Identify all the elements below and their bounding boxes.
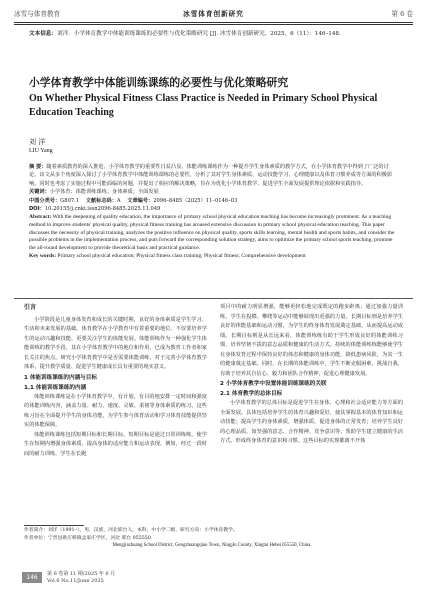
citation <box>29 30 399 38</box>
footnote <box>24 527 399 550</box>
issue-info-cn: 第 6 卷第 11 期/2025 年 6 月 <box>47 571 116 577</box>
paragraph: 体能训练课练包括短期目标和长期目标。短期目标是通过日常训练练，使学生在短期内增强身体素质，提高身体的适应能力和运动表现。例如，经过一段时间的耐力训练，学生在长跑 <box>24 431 207 457</box>
footnote-unit-label: 作者单位： <box>24 535 48 541</box>
abstract-cn-text: 随着素质教育的深入推进，小学体育教学的重要性日益凸显。体能训练课练作为一种提升学生身体素质的教学方式，在小学体育教学中得到了广泛的讨论。该文从多个角度深入探讨了小学体育教学中体能训练课练的必要性，分析了其对学生身体素质、运动技能学习、心理健康以及体育习惯养成等方面的积极影响。同时也考虑了实施过程中可能面临的问题，并提出了相应的解决策略，旨在为优化小学体育教学、促进学生全面发展提供理论依据和实践指导。 <box>29 164 393 187</box>
header-rule <box>14 22 413 23</box>
paragraph: 体能训练课练是在小学体育教学中，有计划、有目的地安排一定时间和强度的体能训练内容，涵盖力量、耐力、速度、灵敏、柔韧等身体素质的练习。这些练习旨在全面提升学生的身体功能，为学生参与体育活动和学习体育技能提供坚实的体能保障。 <box>24 393 207 428</box>
author-chinese: 刘 洋 <box>29 138 46 146</box>
footnote-unit-en: Mengjiazhuang School District, Gengzhuangqiao Town, Ningjin County, Xingtai Hebei 055550, China <box>112 543 311 549</box>
footnote-author-label: 作者简介： <box>24 528 48 533</box>
article-label: 文章编号： <box>127 197 154 204</box>
issue-info <box>47 571 115 585</box>
code-value: A <box>116 197 121 204</box>
footnote-author <box>24 527 399 535</box>
doi-line <box>29 205 399 213</box>
section-heading-1: 1 体能训练课练的内涵与目标 <box>24 374 97 381</box>
abstract-en-label: Abstract: <box>29 214 52 221</box>
page-number: 146 <box>22 572 42 583</box>
keywords-cn-label: 关键词： <box>29 189 50 196</box>
footnote-rule <box>24 525 84 526</box>
keywords-cn <box>29 188 399 196</box>
abstract-en-text: With the deepening of quality education, the importance of primary school physical education teaching has become increasingly prominent. As a teaching method to improve students' physical quality, physical fitness training has aroused extensive discussion in primary school physical education teaching. This paper discusses the necessity of physical training, analyzes the positive influence on physical quality, sports skills learning, mental health and sports habits, and consider the possible problems in the implementation process, and puts forward the corresponding solution strategy, aims to optimize the primary school sports teaching, promote the all-round development to provide theoretical basis and practical guidance. <box>29 214 395 251</box>
paragraph: 小学阶段是儿童身体发育和成长的关键时期，良好的身体素质是学生学习、生活和未来发展的基础。体育教学在小学教育中有着重要的地位，不仅要培养学生的运动兴趣和技能，更要关注学生的体能发展。体能训练作为一种强化学生体能训练的教学手段，其在小学体育教学中的地位和作用，已成为教育工作者和家长关注的焦点。研究小学体育教学中是否需要体能训练，对于完善小学体育教学体系、提升教学质量、促进学生健康成长具有重要的现实意义。 <box>24 316 207 370</box>
issue-info-en: Vol.6 No.11/June 2025 <box>47 578 104 584</box>
footnote-author-text: 刘洋（1991–），男，汉族，河北邢台人，本科，中小学二级，研究方向：小学体育教学。 <box>48 528 238 533</box>
citation-label: 文本信息： <box>29 31 57 37</box>
volume-label: 第 6 卷 <box>391 10 413 18</box>
abstract-block <box>29 163 399 261</box>
clc-label: 中图分类号： <box>29 197 61 204</box>
classification-line <box>29 197 399 205</box>
title-english: On Whether Physical Fitness Class Practice is Needed in Primary School Physical Education Teaching <box>29 93 378 118</box>
footnote-unit <box>24 535 399 543</box>
abstract-cn-label: 摘 要： <box>29 164 47 170</box>
footnote-unit-text: 宁晋县耿庄桥镇孟家庄学区，河北 邢台 055550 <box>48 535 151 541</box>
body-column-left <box>24 303 207 459</box>
keywords-en-label: Key words: <box>29 253 57 260</box>
article-value: 2096–8485（2025）11–0146–03 <box>153 197 238 204</box>
author-english: LIU Yang <box>29 148 53 154</box>
body-column-right <box>220 303 403 447</box>
keywords-en-text: Primary school physical education; Physical fitness class training; Physical fitness; Comprehensive development <box>57 253 306 260</box>
clc-value: G807.1 <box>60 197 80 204</box>
abstract-en <box>29 214 399 252</box>
subsection-heading-1-1: 1.1 体能训练课练的内涵 <box>24 384 87 391</box>
doi-label: DOI： <box>29 206 45 213</box>
paragraph: 小学体育教学的总体目标是促进学生在身体、心理和社会适应能力等方面的全面发展。具体包括培养学生的体育兴趣和爱好，使其掌握基本的体育知识和运动技能；提高学生的身体素质，增强体质，促进身体的正常发育；培养学生良好的心理品质，如坚强的意志、合作精神、竞争意识等；帮助学生建立健康的生活方式。形成终身体育的意识和习惯。这些目标的实现都离不开体 <box>220 400 403 444</box>
citation-text: 刘洋．小学体育教学中体能训练课练的必要性与优化策略研究 [J]. 冰雪体育创新研究，2025，6（11）：146–148. <box>56 31 341 37</box>
section-heading-2: 2 小学体育教学中设置体能训练课练的关联 <box>220 381 327 387</box>
paragraph: 项目中的耐力明显增强，能够更轻松地完成既定的跑步距离；通过加强力量训练，学生在投掷、攀爬等运动中能够展现出更强的力量。长期目标则是培养学生良好的体能基础和运动习惯，为学生的终身体育发展奠定基础。从而提高运动成绩。长期目标则是从长远来看，体能训练练有助于学生形成良好的体能训练习惯，培养坚韧不拔的意志品质和健康的生活方式。持续的体能训练练能够使学生在身体发育过程中保持良好的体态和健康的身体功能，降低患病风险，为其一生的健康奠定基础。同时，在长期的体能训练中，学生不断克服困难，挑战自我，有助于培养其自信心、毅力和团队合作精神，促进心理健康发展。 <box>220 304 403 377</box>
doi-value: 10.20155/j.cnki.issn2096-8485.2025.11.049 <box>44 206 161 213</box>
abstract-separator <box>14 298 413 299</box>
keywords-en <box>29 252 399 260</box>
journal-name-center: 冰雪体育创新研究 <box>183 10 244 18</box>
abstract-cn <box>29 163 399 188</box>
title-chinese: 小学体育教学中体能训练课练的必要性与优化策略研究 <box>29 76 289 89</box>
keywords-cn-text: 小学体育；体能训练课练；身体素质；全面发展 <box>49 189 159 196</box>
running-header <box>14 6 413 20</box>
journal-name-left: 冰雪与体育教育 <box>14 10 61 18</box>
subsection-heading-2-1: 2.1 体育教学的总体目标 <box>220 391 283 397</box>
header-rule-thin <box>14 24 413 25</box>
section-heading-intro: 引言 <box>24 304 37 311</box>
code-label: 文献标志码： <box>85 197 117 204</box>
